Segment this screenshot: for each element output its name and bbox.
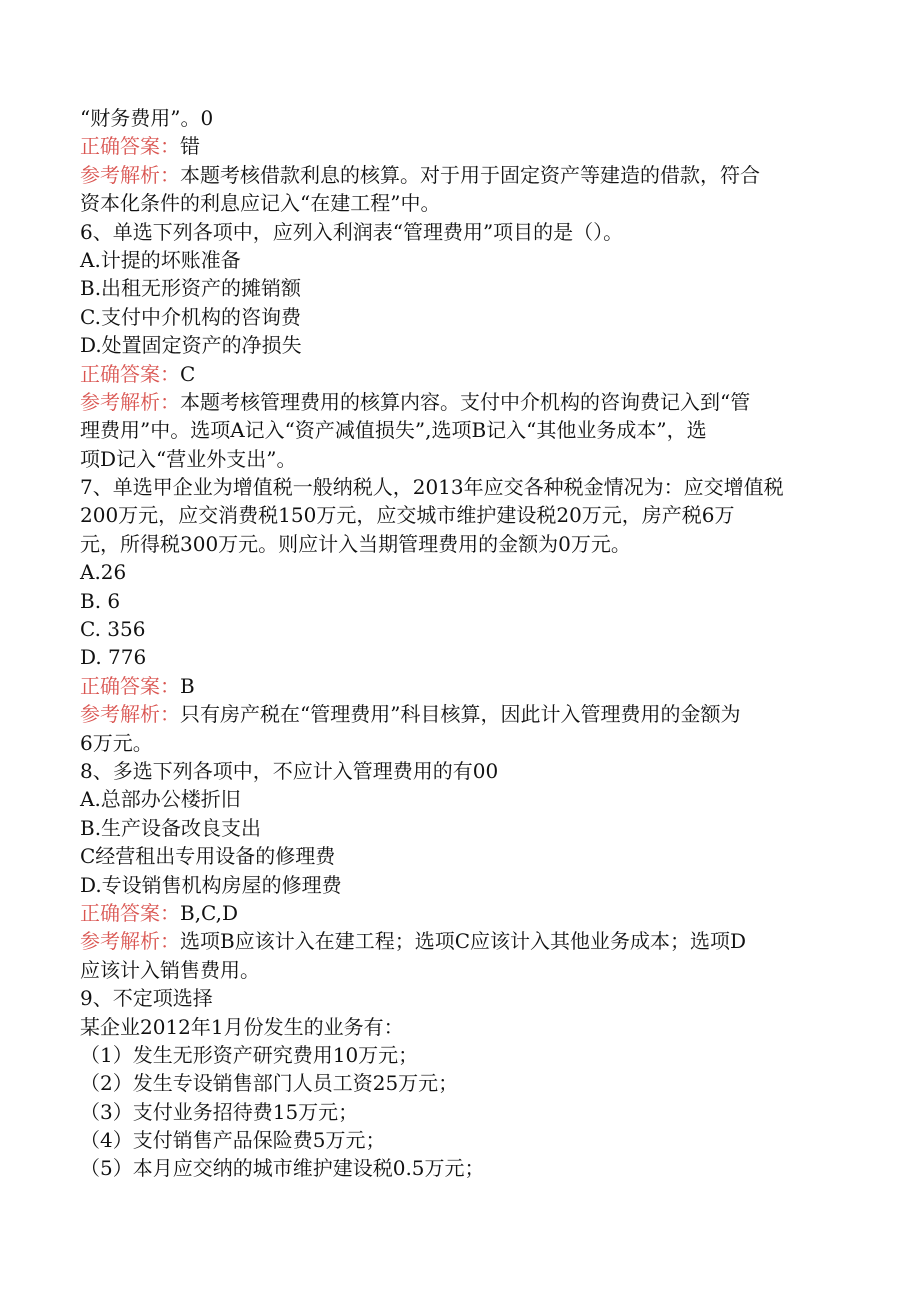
analysis-text: 本题考核管理费用的核算内容。支付中介机构的咨询费记入到“管 bbox=[180, 389, 751, 414]
text-line: 某企业2012年1月份发生的业务有： bbox=[80, 1014, 404, 1039]
answer-line bbox=[80, 360, 840, 388]
answer-line bbox=[80, 672, 840, 700]
list-item: （3）支付业务招待费15万元； bbox=[80, 1099, 359, 1124]
question-option: D.处置固定资产的净损失 bbox=[80, 333, 302, 358]
analysis-line bbox=[80, 388, 840, 416]
question-option: D. 776 bbox=[80, 645, 147, 670]
question-option: B.生产设备改良支出 bbox=[80, 815, 262, 840]
correct-answer-value: 错 bbox=[180, 134, 200, 159]
question-title: 7、单选甲企业为增值税一般纳税人，2013年应交各种税金情况为：应交增值税 bbox=[80, 475, 784, 500]
text-line: 6万元。 bbox=[80, 730, 153, 755]
list-item: （1）发生无形资产研究费用10万元； bbox=[80, 1042, 419, 1067]
text-line: 项D记入“营业外支出”。 bbox=[80, 446, 297, 471]
analysis-text: 选项B应该计入在建工程；选项C应该计入其他业务成本；选项D bbox=[180, 929, 747, 954]
correct-answer-value: B,C,D bbox=[180, 900, 239, 925]
question-option: A.26 bbox=[80, 560, 127, 585]
correct-answer-label: 正确答案： bbox=[80, 673, 180, 698]
text-line: 元，所得税300万元。则应计入当期管理费用的金额为0万元。 bbox=[80, 531, 631, 556]
answer-line bbox=[80, 132, 840, 160]
text-line: “财务费用”。0 bbox=[80, 106, 214, 130]
analysis-line bbox=[80, 161, 840, 189]
analysis-text: 本题考核借款利息的核算。对于用于固定资产等建造的借款，符合 bbox=[180, 162, 760, 187]
analysis-line bbox=[80, 927, 840, 955]
list-item: （5）本月应交纳的城市维护建设税0.5万元； bbox=[80, 1156, 485, 1181]
question-option: C.支付中介机构的咨询费 bbox=[80, 304, 301, 329]
analysis-line bbox=[80, 700, 840, 728]
analysis-text: 只有房产税在“管理费用”科目核算，因此计入管理费用的金额为 bbox=[180, 702, 741, 727]
text-line: 理费用”中。选项A记入“资产减值损失”,选项B记入“其他业务成本”，选 bbox=[80, 418, 707, 443]
question-option: C经营租出专用设备的修理费 bbox=[80, 844, 336, 869]
text-line: 资本化条件的利息应记入“在建工程”中。 bbox=[80, 191, 441, 216]
question-option: B. 6 bbox=[80, 588, 121, 613]
correct-answer-label: 正确答案： bbox=[80, 361, 180, 386]
question-title: 6、单选下列各项中，应列入利润表“管理费用”项目的是（）。 bbox=[80, 219, 624, 244]
question-option: A.计提的坏账准备 bbox=[80, 247, 241, 272]
analysis-label: 参考解析： bbox=[80, 702, 180, 727]
analysis-label: 参考解析： bbox=[80, 929, 180, 954]
document-page bbox=[80, 104, 840, 1183]
analysis-label: 参考解析： bbox=[80, 162, 180, 187]
question-option: A.总部办公楼折旧 bbox=[80, 787, 241, 812]
question-option: C. 356 bbox=[80, 617, 146, 642]
question-title: 9、不定项选择 bbox=[80, 986, 213, 1011]
correct-answer-label: 正确答案： bbox=[80, 134, 180, 159]
correct-answer-value: B bbox=[180, 673, 195, 698]
question-option: B.出租无形资产的摊销额 bbox=[80, 276, 302, 301]
text-line: 200万元，应交消费税150万元，应交城市维护建设税20万元，房产税6万 bbox=[80, 503, 735, 528]
text-line: 应该计入销售费用。 bbox=[80, 957, 260, 982]
list-item: （4）支付销售产品保险费5万元； bbox=[80, 1128, 386, 1153]
question-title: 8、多选下列各项中，不应计入管理费用的有00 bbox=[80, 758, 499, 783]
correct-answer-value: C bbox=[180, 361, 196, 386]
correct-answer-label: 正确答案： bbox=[80, 900, 180, 925]
list-item: （2）发生专设销售部门人员工资25万元； bbox=[80, 1071, 459, 1096]
answer-line bbox=[80, 899, 840, 927]
question-option: D.专设销售机构房屋的修理费 bbox=[80, 872, 342, 897]
analysis-label: 参考解析： bbox=[80, 389, 180, 414]
